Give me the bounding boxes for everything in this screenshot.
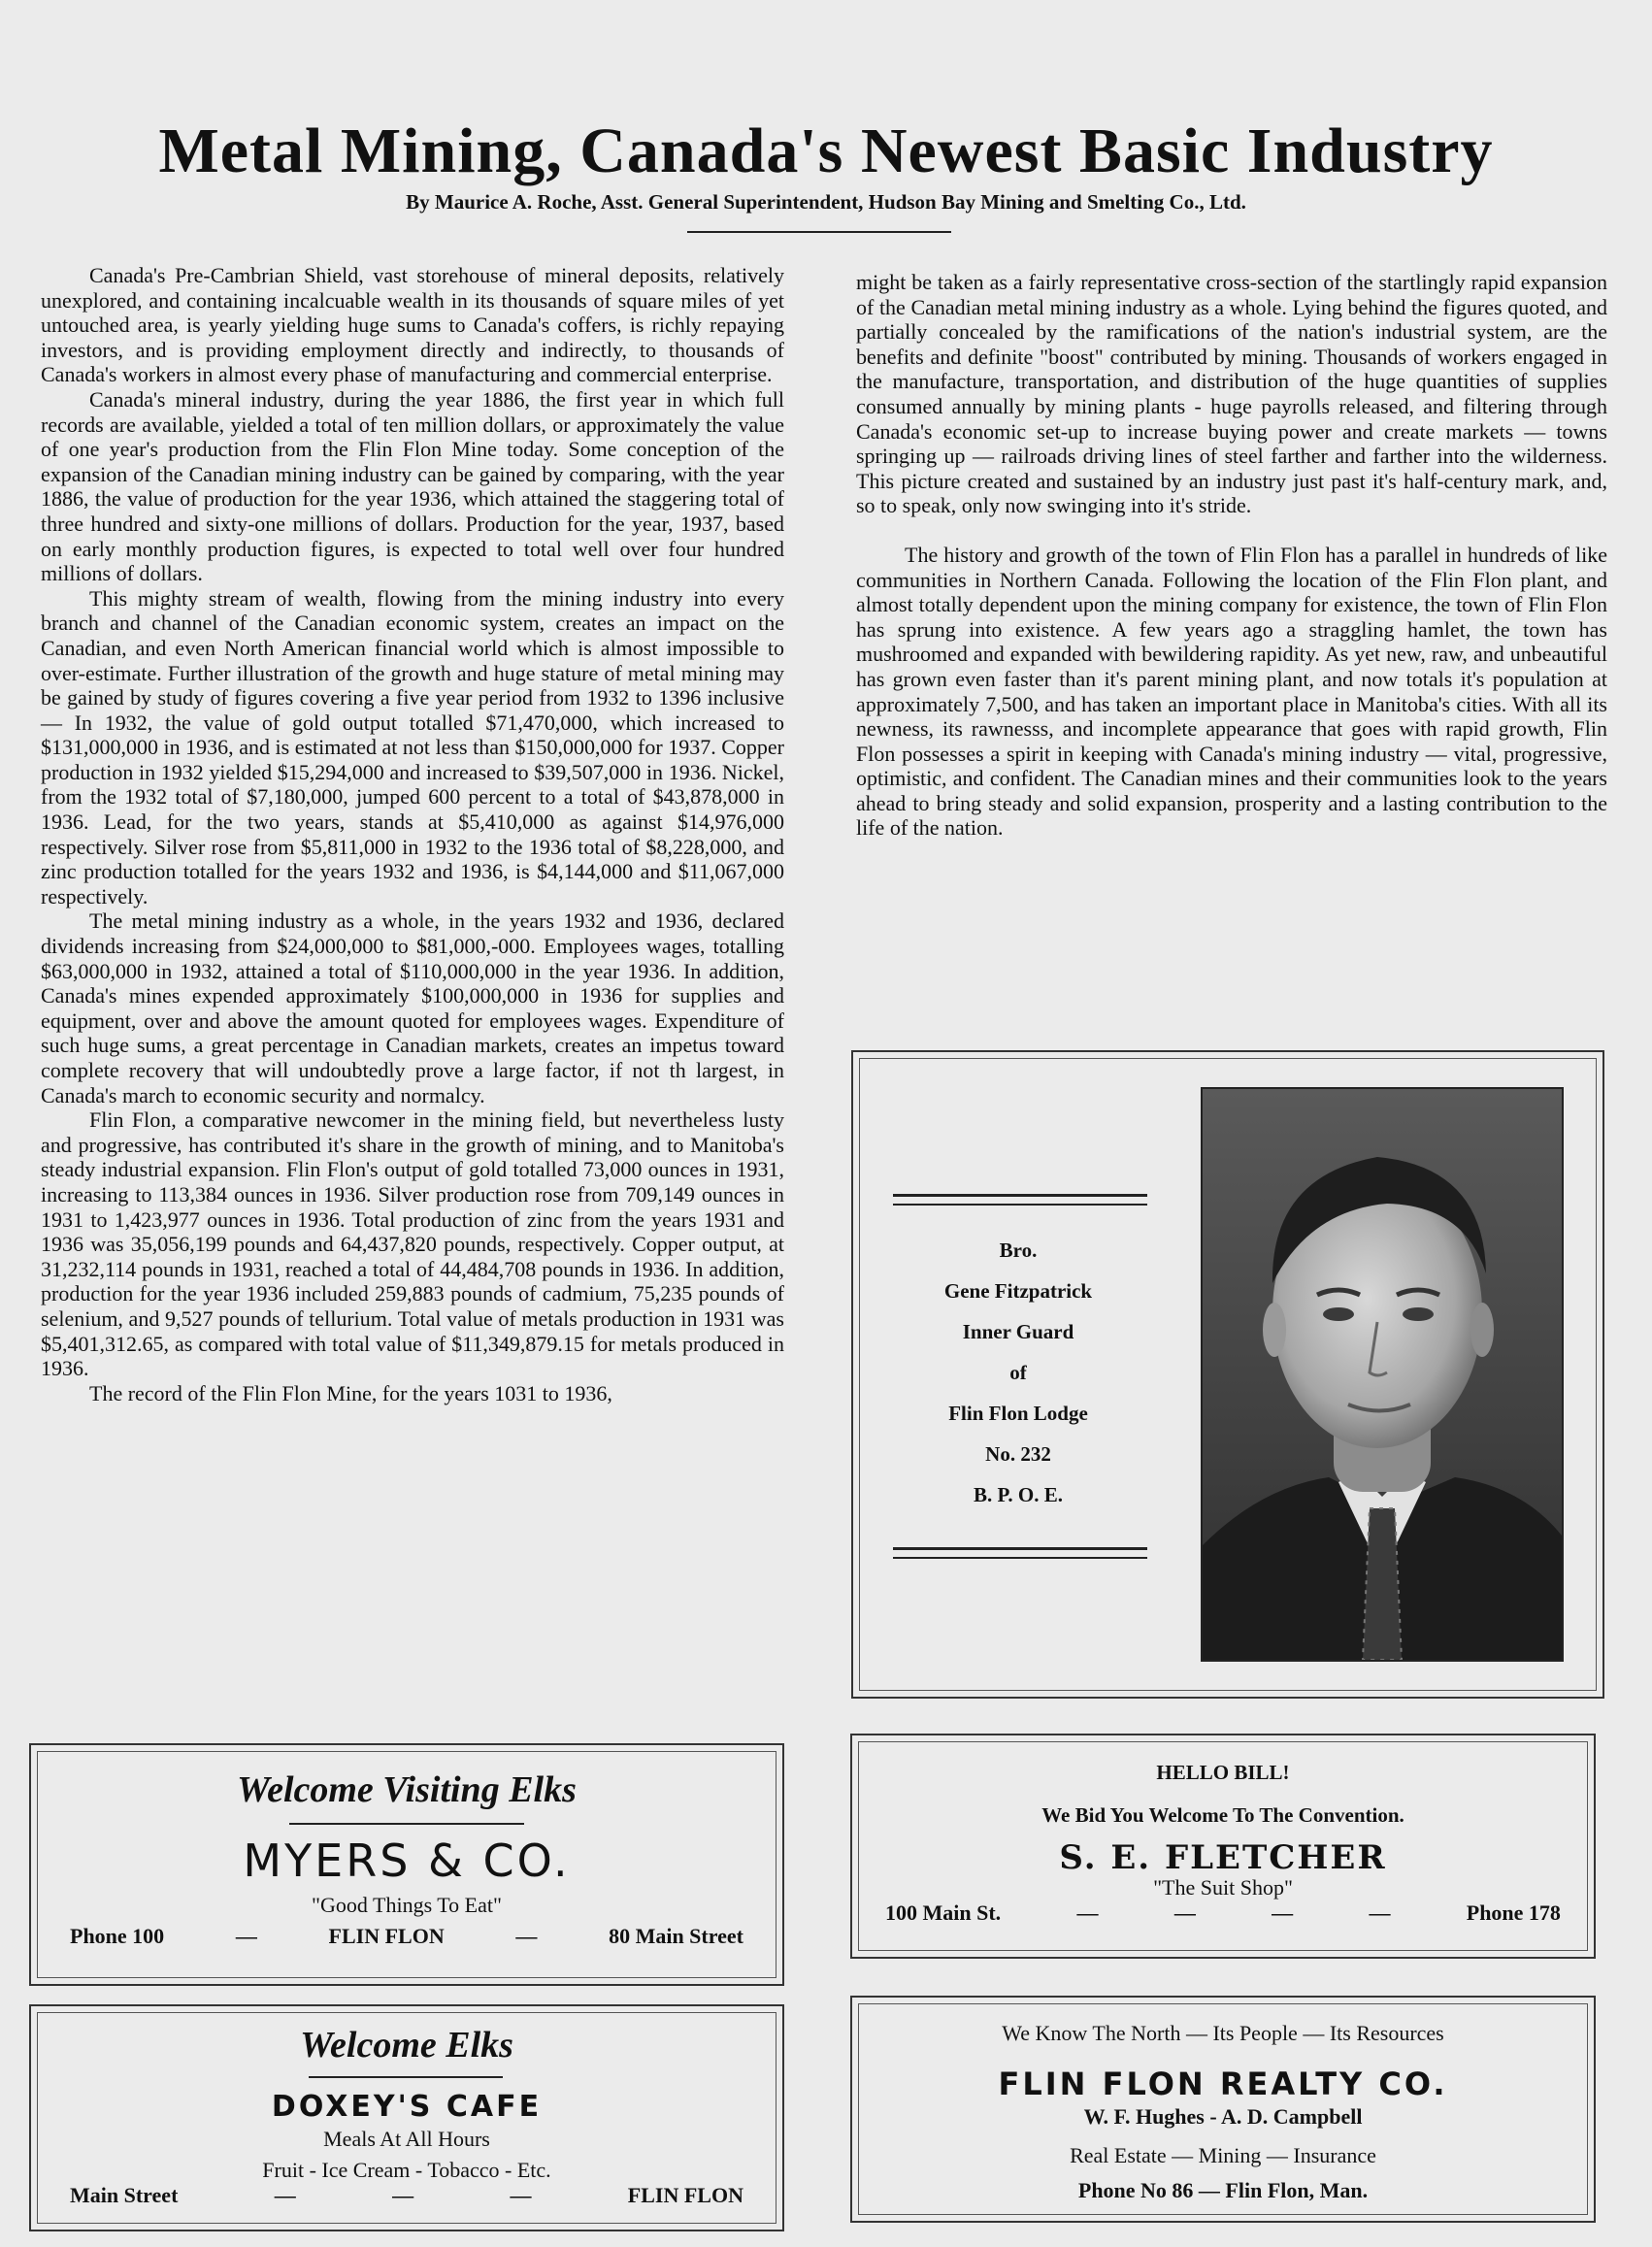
ad-contact-row [70, 1924, 743, 1949]
article-paragraph: The record of the Flin Flon Mine, for the years 1031 to 1936, [89, 1380, 612, 1405]
ad-line-meals: Meals At All Hours [323, 2127, 490, 2151]
portrait-caption [873, 1230, 1164, 1515]
ad-town: FLIN FLON [627, 2183, 743, 2207]
article-paragraph: The metal mining industry as a whole, in the years 1932 and 1936, declared dividends increasing from $24,000,000 to $81,000,-000. Employees wages, totalling $63,000,000 in 1932, attained a total of $110,000,000 in the year 1936. In addition, Canada's mines expended approximately $100,000,000 in 1936 for supplies and equipment, over and above the amount quoted for employees wages. Expenditure of such huge sums, a great percentage in Canadian markets, creates an impetus toward complete recovery that will undoubtedly prove a large factor, if not th largest, in Canada's march to economic security and normalcy. [41, 909, 784, 1107]
ad-headline: Welcome Visiting Elks [237, 1769, 577, 1810]
ad-separator: — [235, 1924, 257, 1948]
ad-separator: — [1173, 1900, 1196, 1925]
ad-headline: Welcome Elks [300, 2025, 513, 2065]
caption-line: Inner Guard [962, 1320, 1074, 1343]
ad-phone: Phone 178 [1466, 1900, 1561, 1925]
ad-separator: — [1272, 1900, 1294, 1925]
portrait-photo [1201, 1087, 1564, 1662]
caption-line: B. P. O. E. [974, 1483, 1063, 1506]
title-divider [687, 231, 951, 233]
ad-divider [309, 2076, 503, 2078]
article-paragraph: This mighty stream of wealth, flowing from the mining industry into every branch and channel of the Canadian economic system, creates an impact on the Canadian, and even North American financial world which is almost impossible to over-estimate. Further illustration of the growth and huge stature of metal mining may be gained by study of figures covering a five year period from 1932 to 1396 inclusive — In 1932, the value of gold output totalled $71,470,000, which increased to $131,000,000 in 1936, and is estimated at not less than $150,000,000 for 1937. Copper production in 1932 yielded $15,294,000 and increased to $39,507,000 in 1936. Nickel, from the 1932 total of $7,180,000, jumped 600 percent to a total of $43,878,000 in 1936. Lead, for the two years, stands at $5,410,000 as against $14,976,000 respectively. Silver rose from $5,811,000 in 1932 to the 1936 total of $8,228,000, and zinc production totalled for the years 1932 and 1936, is $4,144,000 and $11,067,000 respectively. [41, 585, 784, 909]
article-column-right [856, 270, 1607, 841]
ad-street: Main Street [70, 2183, 179, 2207]
ad-business-name: FLIN FLON REALTY CO. [998, 2065, 1448, 2102]
article-byline: By Maurice A. Roche, Asst. General Superintendent, Hudson Bay Mining and Smelting Co., Ltd. [406, 190, 1246, 214]
ad-address: 100 Main St. [885, 1900, 1002, 1925]
ad-realty [850, 1996, 1596, 2223]
article-paragraph: Flin Flon, a comparative newcomer in the mining field, but nevertheless lusty and progressive, has contributed it's share in the growth of mining, and to Manitoba's steady industrial expansion. Flin Flon's output of gold totalled 73,000 ounces in 1931, increasing to 113,384 ounces in 1936. Silver production rose from 709,149 ounces in 1931 to 1,423,977 ounces in 1936. Total production of zinc from the years 1931 and 1936 was 35,056,199 pounds and 64,437,820 pounds, respectively. Copper output, at 31,232,114 pounds in 1931, reached a total of 44,484,708 pounds in 1936. In addition, production for the year 1936 included 259,883 pounds of cadmium, 75,235 pounds of selenium, and 9,527 pounds of tellurium. Total value of metals production in 1931 was $5,401,312.65, as compared with total value of $11,349,879.15 for metals produced in 1936. [41, 1107, 784, 1381]
ad-tagline: "Good Things To Eat" [312, 1893, 502, 1917]
ad-separator: — [1369, 1900, 1391, 1925]
article-paragraph: Canada's mineral industry, during the year 1886, the first year in which full records are available, yielded a total of ten million dollars, or approximately the value of one year's production from the Flin Flon Mine today. Some conception of the expansion of the Canadian mining industry can be gained by comparing, with the year 1886, the value of production for the year 1936, which attained the staggering total of three hundred and sixty-one millions of dollars. Production for the year, 1937, based on early monthly production figures, is expected to total well over four hundred millions of dollars. [41, 386, 784, 586]
article-paragraph: The history and growth of the town of Flin Flon has a parallel in hundreds of like communities in Northern Canada. Following the location of the Flin Flon plant, and almost totally dependent upon the mining company for existence, the town of Flin Flon has sprung into existence. A few years ago a straggling hamlet, the town has mushroomed and expanded with bewildering rapidity. As yet new, raw, and unbeautiful has grown even faster than it's parent mining plant, and now totals it's population at approximately 7,500, and has taken an important place in Manitoba's cities. With all its newness, its rawnesss, and incomplete appearance that goes with rapid growth, Flin Flon possesses a spirit in keeping with Canada's mining industry — vital, progressive, optimistic, and confident. The Canadian mines and their communities look to the years ahead to bring steady and solid expansion, prosperity and a lasting contribution to the life of the nation. [856, 542, 1607, 841]
ad-business-name: MYERS & CO. [243, 1834, 571, 1887]
ad-doxey [29, 2004, 784, 2231]
article-column-left [41, 263, 784, 1405]
ad-divider [289, 1823, 524, 1825]
ad-welcome: We Bid You Welcome To The Convention. [1041, 1803, 1404, 1827]
caption-rule-bottom [893, 1547, 1147, 1559]
ad-services: Real Estate — Mining — Insurance [1070, 2143, 1376, 2167]
caption-line: Bro. [999, 1239, 1038, 1262]
portrait-photo-image [1203, 1089, 1562, 1660]
ad-business-name: DOXEY'S CAFE [271, 2090, 543, 2124]
ad-fletcher [850, 1734, 1596, 1959]
ad-greeting: HELLO BILL! [1156, 1761, 1290, 1784]
ad-separator: — [1076, 1900, 1099, 1925]
ad-slogan: We Know The North — Its People — Its Resources [1002, 2021, 1444, 2045]
ad-contact-row [70, 2183, 743, 2208]
caption-line: Gene Fitzpatrick [943, 1279, 1093, 1303]
ad-address: 80 Main Street [609, 1924, 743, 1948]
ad-separator: — [274, 2183, 296, 2207]
ad-phone: Phone 100 [70, 1924, 165, 1948]
ad-contact: Phone No 86 — Flin Flon, Man. [1077, 2178, 1369, 2202]
ad-business-name: S. E. FLETCHER [1059, 1838, 1387, 1877]
ad-separator: — [392, 2183, 414, 2207]
article-title: Metal Mining, Canada's Newest Basic Industry [158, 116, 1494, 186]
caption-line: No. 232 [985, 1442, 1051, 1466]
ad-contact-row [885, 1900, 1561, 1926]
ad-town: FLIN FLON [328, 1924, 445, 1948]
ad-tagline: "The Suit Shop" [1153, 1875, 1293, 1900]
ad-separator: — [510, 2183, 532, 2207]
portrait-box [851, 1050, 1604, 1699]
caption-line: Flin Flon Lodge [948, 1402, 1088, 1425]
ad-myers [29, 1743, 784, 1986]
ad-owners: W. F. Hughes - A. D. Campbell [1083, 2104, 1363, 2129]
article-paragraph: might be taken as a fairly representative cross-section of the startlingly rapid expansion of the Canadian metal mining industry as a whole. Lying behind the figures quoted, and partially concealed by the ramifications of the nation's industrial system, are the benefits and definite "boost" contributed by mining. Thousands of workers engaged in the manufacture, transportation, and distribution of the huge quantities of supplies consumed annually by mining plants - huge payrolls released, and filtering through Canada's economic set-up to increase buying power and create markets — towns springing up — railroads driving lines of steel farther and farther into the wilderness. This picture created and sustained by an industry just past it's half-century mark, and, so to speak, only now swinging into it's stride. [856, 270, 1607, 518]
caption-line: of [1009, 1361, 1027, 1384]
ad-line-products: Fruit - Ice Cream - Tobacco - Etc. [262, 2158, 551, 2182]
caption-rule-top [893, 1194, 1147, 1206]
ad-separator: — [515, 1924, 538, 1948]
article-paragraph: Canada's Pre-Cambrian Shield, vast storehouse of mineral deposits, relatively unexplored, and containing incalcuable wealth in its thousands of square miles of yet untouched area, is yearly yielding huge sums to Canada's coffers, is richly repaying investors, and is providing employment directly and indirectly, to thousands of Canada's workers in almost every phase of manufacturing and commercial enterprise. [41, 263, 784, 387]
